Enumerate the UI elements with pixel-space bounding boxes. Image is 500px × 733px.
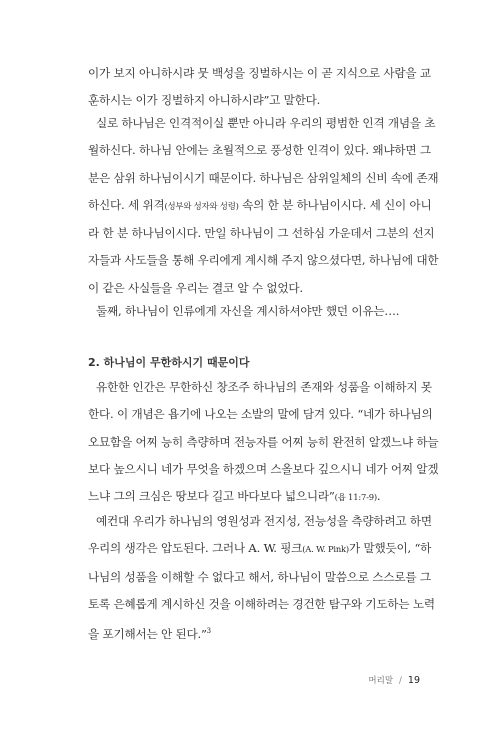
paragraph-second-reason	[88, 298, 420, 325]
text-line: 보다 높으시니 네가 무엇을 하겠으며 스올보다 깊으시니 네가 어찌 알겠	[88, 461, 439, 476]
text-line: 나님의 성품을 이해할 수 없다고 해서, 하나님이 말씀으로 스스로를 그	[88, 569, 431, 584]
paragraph-personal-god	[88, 110, 439, 302]
page-number: 19	[407, 675, 420, 686]
text-line: 둘째, 하나님이 인류에게 자신을 계시하셔야만 했던 이유는….	[96, 304, 400, 318]
text-line: 훈하시는 이가 징벌하지 아니하시랴”고 말한다.	[88, 93, 321, 108]
text-line: 느냐 그의 크심은 땅보다 길고 바다보다 넓으니라”(욥 11:7-9).	[88, 489, 381, 504]
page-footer	[368, 674, 420, 686]
text-line: 라 한 분 하나님이시다. 만일 하나님이 그 선하심 가운데서 그분의 선지	[88, 226, 435, 241]
text-line: 토록 은혜롭게 계시하신 것을 이해하려는 경건한 탐구와 기도하는 노력	[88, 596, 435, 611]
text-line: 이 같은 사실들을 우리는 결코 알 수 없었다.	[88, 280, 303, 295]
text-line: 한다. 이 개념은 욥기에 나오는 소발의 말에 담겨 있다. “네가 하나님의	[88, 407, 433, 422]
paragraph-infinite-god	[88, 374, 439, 511]
inline-note: (성부와 성자와 성령)	[164, 200, 239, 211]
text-line: 을 포기해서는 안 된다.”$^3$	[88, 627, 211, 642]
text-line: 이가 보지 아니하시랴 뭇 백성을 징벌하시는 이 곧 지식으로 사람을 교	[88, 66, 431, 80]
text-line: 우리의 생각은 압도된다. 그러나 A. W. 핑크(A. W. Pink)가 말했듯이, “하	[88, 541, 432, 556]
text-line: 오묘함을 어찌 능히 측량하며 전능자를 어찌 능히 완전히 알겠느냐 하늘	[88, 434, 439, 449]
paragraph-pink-quote	[88, 508, 435, 648]
text-line: 분은 삼위 하나님이시기 때문이다. 하나님은 삼위일체의 신비 속에 존재	[88, 170, 439, 185]
footer-separator: /	[399, 676, 402, 686]
text-line: 하신다. 세 위격(성부와 성자와 성령) 속의 한 분 하나님이시다. 세 신이 아니	[88, 197, 432, 212]
paragraph-continued-quote	[88, 60, 431, 115]
text-line: 유한한 인간은 무한하신 창조주 하나님의 존재와 성품을 이해하지 못	[96, 380, 432, 394]
text-line: 월하신다. 하나님 안에는 초월적으로 풍성한 인격이 있다. 왜냐하면 그	[88, 143, 431, 158]
text-line: 예컨대 우리가 하나님의 영원성과 전지성, 전능성을 측량하려고 하면	[96, 514, 432, 528]
section-heading: 2. 하나님이 무한하시기 때문이다	[88, 356, 250, 369]
inline-note: (A. W. Pink)	[302, 544, 349, 555]
footnote-marker: 3	[206, 627, 211, 636]
scripture-reference: (욥 11:7-9)	[334, 492, 377, 503]
footer-section-name: 머리말	[368, 676, 394, 686]
text-line: 자들과 사도들을 통해 우리에게 계시해 주지 않으셨다면, 하나님에 대한	[88, 253, 439, 268]
text-line: 실로 하나님은 인격적이실 뿐만 아니라 우리의 평범한 인격 개념을 초	[96, 116, 436, 130]
